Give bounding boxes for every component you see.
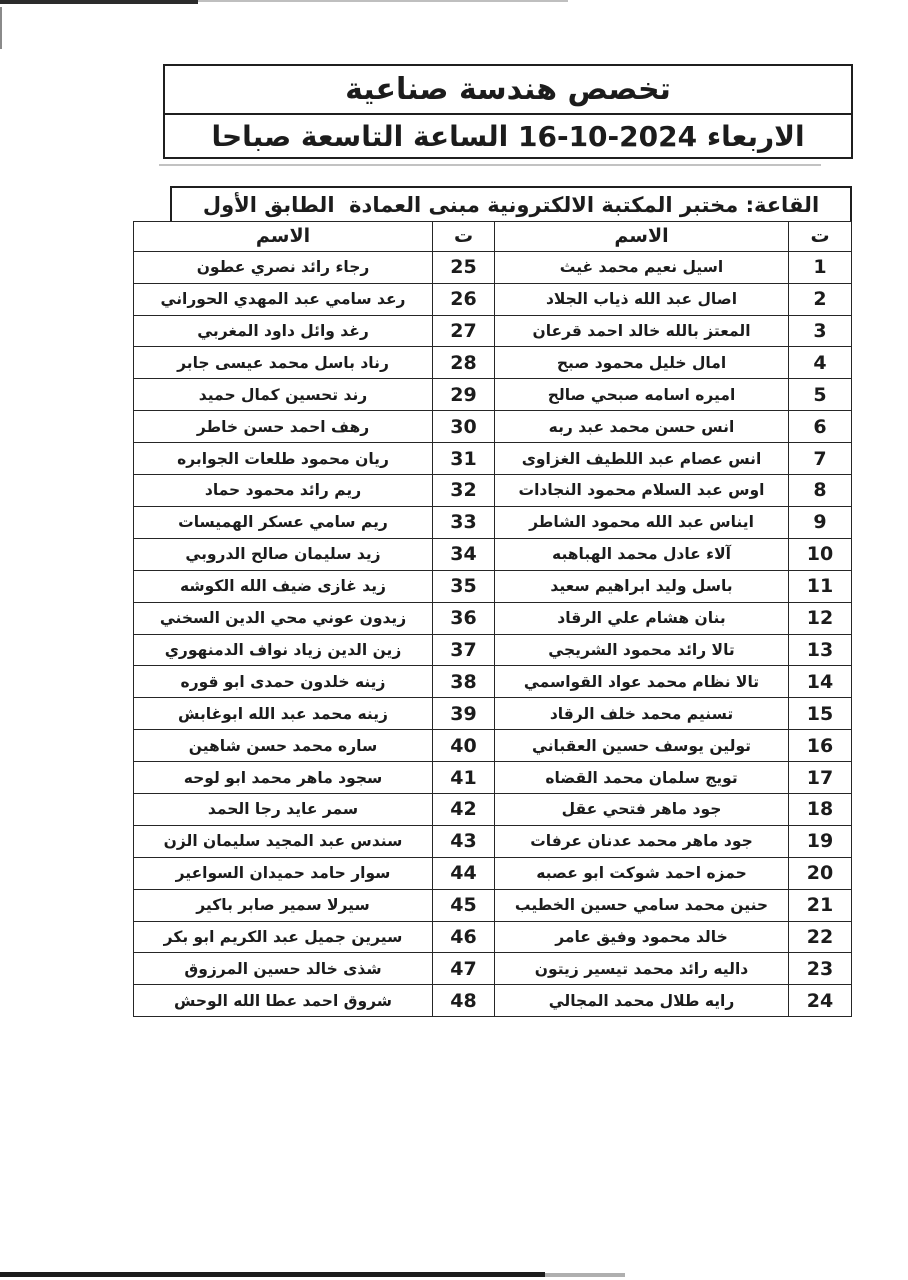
student-name-cell: حمزه احمد شوكت ابو عصبه (495, 857, 789, 889)
student-name-cell: اميره اسامه صبحي صالح (495, 379, 789, 411)
serial-cell: 25 (433, 251, 495, 283)
student-roster-table (133, 221, 852, 1017)
student-row (134, 698, 852, 730)
serial-cell: 43 (433, 825, 495, 857)
student-row (134, 570, 852, 602)
column-header-num_b: ت (433, 221, 495, 251)
serial-cell: 42 (433, 793, 495, 825)
student-name-cell: زينه خلدون حمدى ابو قوره (134, 666, 433, 698)
student-name-cell: رايه طلال محمد المجالي (495, 985, 789, 1017)
serial-cell: 33 (433, 506, 495, 538)
student-name-cell: ساره محمد حسن شاهين (134, 730, 433, 762)
student-name-cell: سندس عبد المجيد سليمان الزن (134, 825, 433, 857)
student-name-cell: خالد محمود وفيق عامر (495, 921, 789, 953)
student-name-cell: سجود ماهر محمد ابو لوحه (134, 762, 433, 794)
serial-cell: 40 (433, 730, 495, 762)
serial-cell: 6 (789, 411, 852, 443)
serial-cell: 16 (789, 730, 852, 762)
serial-cell: 39 (433, 698, 495, 730)
student-name-cell: اوس عبد السلام محمود النجادات (495, 475, 789, 507)
serial-cell: 34 (433, 538, 495, 570)
student-row (134, 347, 852, 379)
student-name-cell: ريم رائد محمود حماد (134, 475, 433, 507)
roster-block (159, 186, 852, 1017)
serial-cell: 32 (433, 475, 495, 507)
student-row (134, 921, 852, 953)
exam-header-box (163, 64, 853, 159)
student-name-cell: اسيل نعيم محمد غيث (495, 251, 789, 283)
student-name-cell: تالا نظام محمد عواد القواسمي (495, 666, 789, 698)
student-row (134, 793, 852, 825)
student-name-cell: انس عصام عبد اللطيف الغزاوى (495, 443, 789, 475)
serial-cell: 41 (433, 762, 495, 794)
serial-cell: 24 (789, 985, 852, 1017)
student-name-cell: تولين يوسف حسين العقباني (495, 730, 789, 762)
serial-cell: 48 (433, 985, 495, 1017)
specialization-title: تخصص هندسة صناعية (165, 66, 851, 115)
student-name-cell: شذى خالد حسين المرزوق (134, 953, 433, 985)
serial-cell: 2 (789, 283, 852, 315)
serial-cell: 35 (433, 570, 495, 602)
serial-cell: 28 (433, 347, 495, 379)
scan-artifact-left-edge (0, 7, 2, 49)
scan-artifact-bottom-edge-faint (545, 1273, 625, 1277)
serial-cell: 46 (433, 921, 495, 953)
student-row (134, 762, 852, 794)
student-name-cell: شروق احمد عطا الله الوحش (134, 985, 433, 1017)
serial-cell: 20 (789, 857, 852, 889)
serial-cell: 26 (433, 283, 495, 315)
student-row (134, 379, 852, 411)
serial-cell: 13 (789, 634, 852, 666)
serial-cell: 4 (789, 347, 852, 379)
serial-cell: 30 (433, 411, 495, 443)
student-row (134, 475, 852, 507)
serial-cell: 18 (789, 793, 852, 825)
serial-cell: 22 (789, 921, 852, 953)
student-row (134, 315, 852, 347)
student-name-cell: اصال عبد الله ذياب الجلاد (495, 283, 789, 315)
column-header-name_a: الاسم (495, 221, 789, 251)
student-row (134, 857, 852, 889)
student-name-cell: رجاء رائد نصري عطون (134, 251, 433, 283)
serial-cell: 8 (789, 475, 852, 507)
serial-cell: 12 (789, 602, 852, 634)
student-name-cell: سيرين جميل عبد الكريم ابو بكر (134, 921, 433, 953)
column-header-num_a: ت (789, 221, 852, 251)
student-name-cell: زين الدين زياد نواف الدمنهوري (134, 634, 433, 666)
serial-cell: 7 (789, 443, 852, 475)
student-name-cell: تويج سلمان محمد القضاه (495, 762, 789, 794)
student-name-cell: ريان محمود طلعات الجوابره (134, 443, 433, 475)
student-row (134, 411, 852, 443)
exam-datetime: الاربعاء 2024-10-16 الساعة التاسعة صباحا (211, 119, 805, 153)
serial-cell: 5 (789, 379, 852, 411)
student-row (134, 602, 852, 634)
column-header-name_b: الاسم (134, 221, 433, 251)
student-name-cell: تالا رائد محمود الشريجي (495, 634, 789, 666)
student-row (134, 730, 852, 762)
student-name-cell: رناد باسل محمد عيسى جابر (134, 347, 433, 379)
student-name-cell: بنان هشام علي الرقاد (495, 602, 789, 634)
student-name-cell: انس حسن محمد عبد ربه (495, 411, 789, 443)
serial-cell: 31 (433, 443, 495, 475)
student-name-cell: ريم سامي عسكر الهميسات (134, 506, 433, 538)
scan-artifact-bottom-edge (0, 1272, 545, 1277)
student-row (134, 985, 852, 1017)
student-name-cell: زيد سليمان صالح الدروبي (134, 538, 433, 570)
serial-cell: 21 (789, 889, 852, 921)
student-row (134, 825, 852, 857)
student-name-cell: آلاء عادل محمد الهباهبه (495, 538, 789, 570)
student-row (134, 953, 852, 985)
student-name-cell: سوار حامد حميدان السواعير (134, 857, 433, 889)
serial-cell: 11 (789, 570, 852, 602)
serial-cell: 9 (789, 506, 852, 538)
student-row (134, 506, 852, 538)
serial-cell: 10 (789, 538, 852, 570)
serial-cell: 15 (789, 698, 852, 730)
student-name-cell: رند تحسين كمال حميد (134, 379, 433, 411)
serial-cell: 19 (789, 825, 852, 857)
serial-cell: 44 (433, 857, 495, 889)
scan-artifact-top-edge (0, 0, 198, 4)
serial-cell: 23 (789, 953, 852, 985)
student-name-cell: امال خليل محمود صبح (495, 347, 789, 379)
serial-cell: 17 (789, 762, 852, 794)
student-row (134, 666, 852, 698)
serial-cell: 1 (789, 251, 852, 283)
student-name-cell: حنين محمد سامي حسين الخطيب (495, 889, 789, 921)
student-row (134, 538, 852, 570)
serial-cell: 38 (433, 666, 495, 698)
scan-artifact-top-edge-faint (198, 0, 568, 2)
student-row (134, 889, 852, 921)
student-name-cell: رهف احمد حسن خاطر (134, 411, 433, 443)
student-name-cell: سمر عايد رجا الحمد (134, 793, 433, 825)
student-name-cell: تسنيم محمد خلف الرقاد (495, 698, 789, 730)
student-name-cell: جود ماهر محمد عدنان عرفات (495, 825, 789, 857)
student-name-cell: رغد وائل داود المغربي (134, 315, 433, 347)
student-table-body (134, 251, 852, 1016)
student-name-cell: داليه رائد محمد تيسير زيتون (495, 953, 789, 985)
student-name-cell: زيد غازى ضيف الله الكوشه (134, 570, 433, 602)
serial-cell: 3 (789, 315, 852, 347)
student-name-cell: زينه محمد عبد الله ابوغابش (134, 698, 433, 730)
student-row (134, 251, 852, 283)
serial-cell: 36 (433, 602, 495, 634)
student-row (134, 634, 852, 666)
serial-cell: 14 (789, 666, 852, 698)
student-name-cell: رعد سامي عبد المهدي الحوراني (134, 283, 433, 315)
serial-cell: 45 (433, 889, 495, 921)
student-name-cell: باسل وليد ابراهيم سعيد (495, 570, 789, 602)
student-row (134, 283, 852, 315)
student-name-cell: ايناس عبد الله محمود الشاطر (495, 506, 789, 538)
header-row (134, 221, 852, 251)
serial-cell: 37 (433, 634, 495, 666)
serial-cell: 29 (433, 379, 495, 411)
room-location-header: القاعة: مختبر المكتبة الالكترونية مبنى العمادة الطابق الأول (170, 186, 852, 223)
student-name-cell: زيدون عوني محي الدين السخني (134, 602, 433, 634)
student-name-cell: المعتز بالله خالد احمد قرعان (495, 315, 789, 347)
serial-cell: 47 (433, 953, 495, 985)
student-name-cell: جود ماهر فتحي عقل (495, 793, 789, 825)
serial-cell: 27 (433, 315, 495, 347)
student-row (134, 443, 852, 475)
student-name-cell: سيرلا سمير صابر باكير (134, 889, 433, 921)
